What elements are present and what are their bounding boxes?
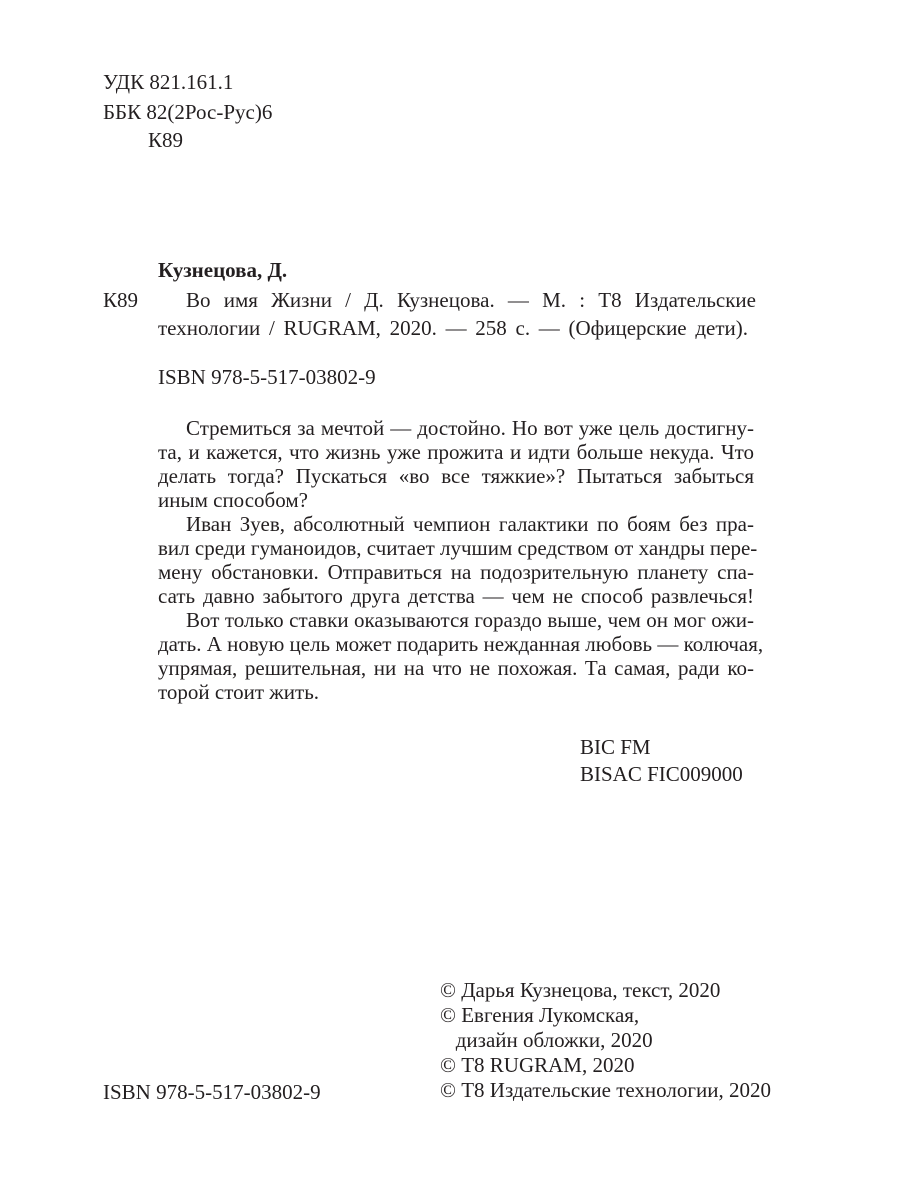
bisac-code: BISAC FIC009000 bbox=[580, 762, 743, 786]
entry-description-line-1: Во имя Жизни / Д. Кузнецова. — М. : Т8 Издательские bbox=[186, 288, 756, 312]
author-mark: К89 bbox=[148, 128, 184, 152]
annotation-line: Стремиться за мечтой — достойно. Но вот уже цель достигну- bbox=[186, 416, 754, 440]
annotation-paragraph-2 bbox=[158, 512, 758, 608]
entry-description-line-2: технологии / RUGRAM, 2020. — 258 с. — (Офицерские дети). bbox=[158, 316, 748, 340]
copyright-line: © Т8 Издательские технологии, 2020 bbox=[440, 1078, 771, 1102]
udk-code: УДК 821.161.1 bbox=[103, 70, 234, 94]
annotation-line: мену обстановки. Отправиться на подозрительную планету спа- bbox=[158, 560, 754, 584]
copyright-line: © Т8 RUGRAM, 2020 bbox=[440, 1053, 635, 1077]
annotation-line: делать тогда? Пускаться «во все тяжкие»? Пытаться забыться bbox=[158, 464, 754, 488]
copyright-line: © Евгения Лукомская, bbox=[440, 1003, 640, 1027]
entry-mark: К89 bbox=[103, 288, 139, 312]
annotation-line: Вот только ставки оказываются гораздо выше, чем он мог ожи- bbox=[186, 608, 754, 632]
annotation-paragraph-3 bbox=[158, 608, 764, 704]
annotation-line: сать давно забытого друга детства — чем не способ развлечься! bbox=[158, 584, 754, 608]
entry-author: Кузнецова, Д. bbox=[158, 258, 288, 282]
bic-code: BIC FM bbox=[580, 735, 651, 759]
annotation-line: вил среди гуманоидов, считает лучшим средством от хандры пере- bbox=[158, 536, 758, 560]
annotation-line: упрямая, решительная, ни на что не похожая. Та самая, ради ко- bbox=[158, 656, 754, 680]
bbk-code: ББК 82(2Рос-Рус)6 bbox=[103, 100, 273, 124]
annotation-line: та, и кажется, что жизнь уже прожита и идти больше некуда. Что bbox=[158, 440, 754, 464]
annotation-line: торой стоит жить. bbox=[158, 680, 320, 704]
annotation-line: дать. А новую цель может подарить нежданная любовь — колючая, bbox=[158, 632, 764, 656]
copyright-line: © Дарья Кузнецова, текст, 2020 bbox=[440, 978, 721, 1002]
copyright-line: дизайн обложки, 2020 bbox=[440, 1028, 653, 1052]
annotation-paragraph-1 bbox=[158, 416, 754, 512]
entry-isbn: ISBN 978-5-517-03802-9 bbox=[158, 365, 376, 389]
annotation-line: Иван Зуев, абсолютный чемпион галактики по боям без пра- bbox=[186, 512, 754, 536]
footer-isbn: ISBN 978-5-517-03802-9 bbox=[103, 1080, 321, 1104]
annotation-line: иным способом? bbox=[158, 488, 308, 512]
